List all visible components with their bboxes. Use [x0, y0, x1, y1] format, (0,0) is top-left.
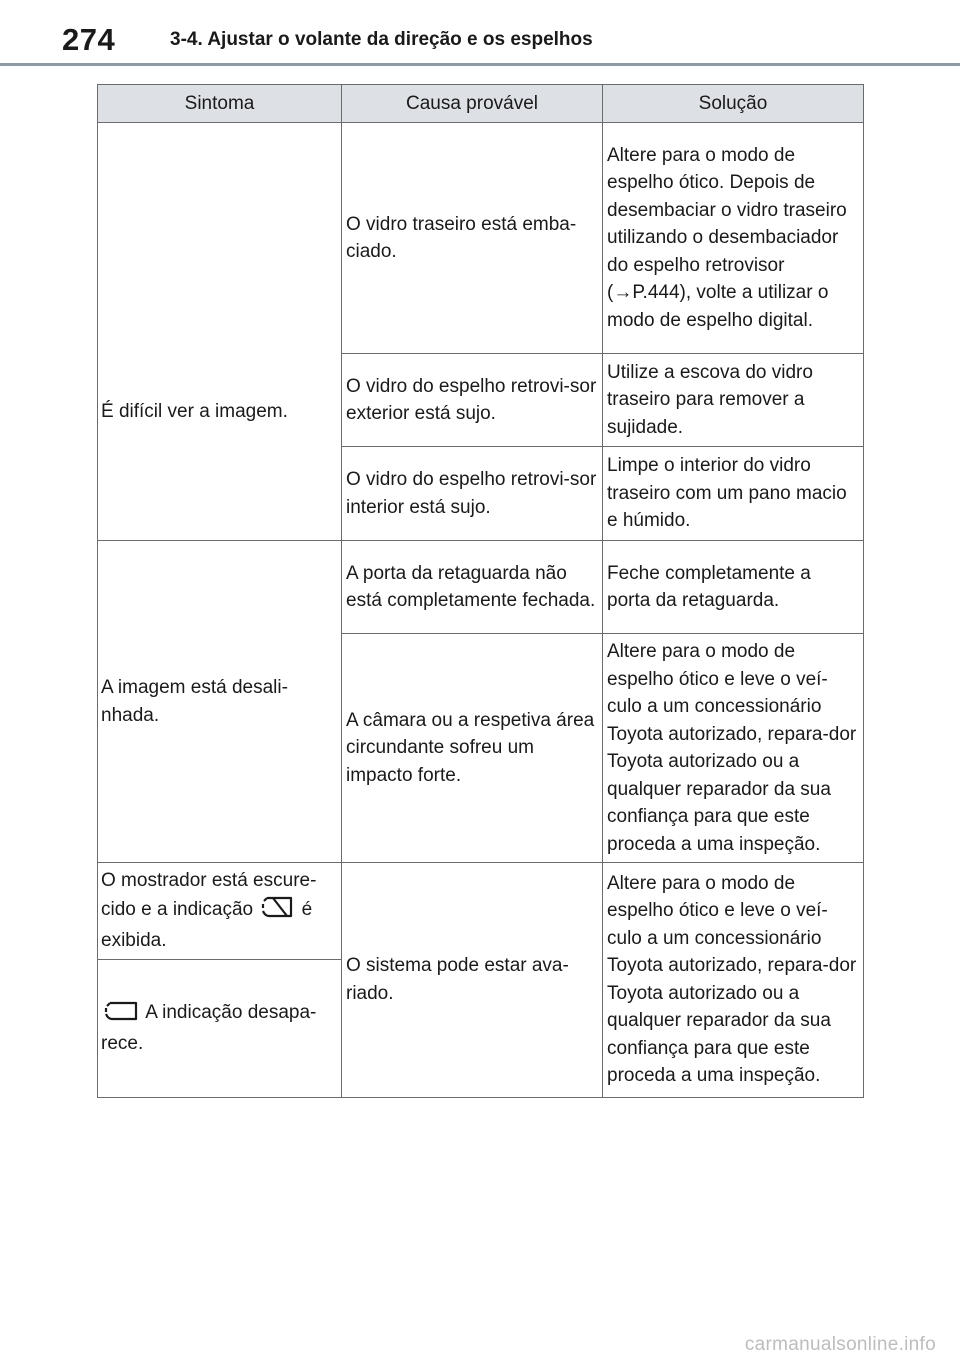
table-row — [98, 863, 864, 960]
solution-cell: Limpe o interior do vidro traseiro com um pano macio e húmido. — [603, 447, 864, 541]
symptom-text-before-icon: O mostrador está escure-cido e a indicação — [101, 870, 317, 920]
solution-cell: Feche completamente a porta da retaguarda. — [603, 541, 864, 634]
watermark: carmanualsonline.info — [744, 1334, 936, 1355]
symptom-text: É difícil ver a imagem. — [101, 400, 288, 422]
mirror-indicator-icon — [103, 1000, 139, 1031]
symptom-text-after-icon: é exibida. — [101, 898, 313, 951]
symptom-cell — [98, 863, 342, 960]
cause-cell: A câmara ou a respetiva área circundante sofreu um impacto forte. — [342, 634, 603, 863]
solution-cell: Altere para o modo de espelho ótico e leve o veí-culo a um concessionário Toyota autorizado, repara-dor Toyota autorizado ou a qualquer reparador da sua confiança para que este proceda a uma inspeção. — [603, 863, 864, 1098]
column-header-solution: Solução — [603, 85, 864, 123]
page-header — [0, 0, 960, 68]
column-header-symptom: Sintoma — [98, 85, 342, 123]
table-row — [98, 541, 864, 634]
column-header-cause: Causa provável — [342, 85, 603, 123]
table-row — [98, 123, 864, 354]
symptom-cell — [98, 123, 342, 541]
symptom-cell: A imagem está desali-nhada. — [98, 541, 342, 863]
solution-cell: Utilize a escova do vidro traseiro para remover a sujidade. — [603, 354, 864, 447]
header-rule — [0, 63, 960, 66]
cause-cell: A porta da retaguarda não está completamente fechada. — [342, 541, 603, 634]
section-title: 3-4. Ajustar o volante da direção e os espelhos — [170, 29, 593, 50]
solution-cell: Altere para o modo de espelho ótico e leve o veí-culo a um concessionário Toyota autorizado, repara-dor Toyota autorizado ou a qualquer reparador da sua confiança para que este proceda a uma inspeção. — [603, 634, 864, 863]
troubleshooting-table — [97, 84, 864, 1098]
solution-cell: Altere para o modo de espelho ótico. Depois de desembaciar o vidro traseiro utilizando o desembaciador do espelho retrovisor (→P.444), volte a utilizar o modo de espelho digital. — [603, 123, 864, 354]
cause-cell: O vidro do espelho retrovi-sor exterior está sujo. — [342, 354, 603, 447]
cause-cell: O vidro traseiro está emba-ciado. — [342, 123, 603, 354]
page-number: 274 — [62, 22, 116, 57]
cause-cell: O vidro do espelho retrovi-sor interior está sujo. — [342, 447, 603, 541]
symptom-text-after-icon: A indicação desapa-rece. — [101, 1001, 317, 1054]
symptom-cell — [98, 959, 342, 1097]
mirror-warning-indicator-icon — [260, 895, 294, 928]
table-header-row — [98, 85, 864, 123]
cause-cell: O sistema pode estar ava-riado. — [342, 863, 603, 1098]
